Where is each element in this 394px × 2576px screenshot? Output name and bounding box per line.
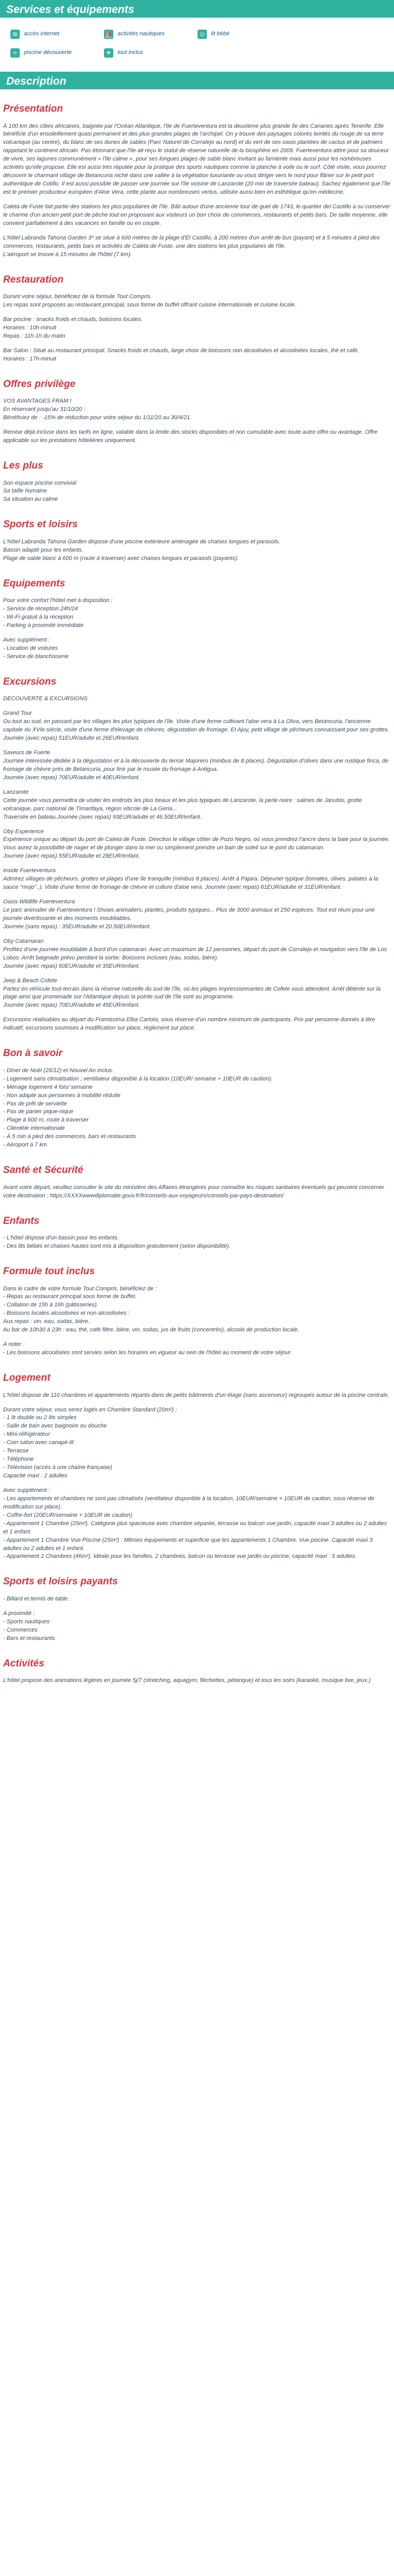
section-paragraph: Bar piscine : snacks froids et chauds, boissons locales. Horaires : 10h-minuit Repas : 11h-1h du matin — [3, 316, 143, 339]
service-label: tout inclus — [117, 49, 143, 56]
section-paragraph: Dans le cadre de votre formule Tout Compris, bénéficiez de : - Repas au restaurant principal sous forme de buffet. - Collation de 15h à 16h (pâtisseries). - Boissons locales alcoolisées et non alcoolisées : Aux repas : vin, eau, sodas, bière. Au bar de 10h30 à 23h : eau, thé, café filtre, bière, vin, sodas, jus de fruits (concentrés), alcools de production locale. — [3, 1285, 299, 1333]
section-paragraph: Oasis Wildlife Fuerteventura Le parc animalier de Fuerteventura ! Shows animaliers, plantes, produits typiques... Plus de 3000 animaux et 250 espèces. Tout est réuni pour une journée divertissante et des moments inoubliables. Journée (sans repas) : 35EUR/adulte et 20.50EUR/enfant. — [3, 899, 375, 930]
section-paragraph: Jeep & Beach Cofete Partez en véhicule tout-terrain dans la réserve naturelle du sud de l'île, où les plages impressionnantes de Cofete vous attendent. Arrêt détente sur la plage ainsi que promenade sur l'Atlantique depuis la pointe sud de l'île sont au programme. Journée (avec repas) 70EUR/adulte et 45EUR/enfant. — [3, 977, 381, 1009]
service-label: accès internet — [24, 31, 60, 37]
crib-icon: ☺ — [198, 30, 207, 39]
service-label: lit bébé — [211, 31, 230, 37]
section-paragraph: Oby Experience Expérience unique au départ du port de Caleta de Fuste. Direction le village côtier de Pozo Negro, où vous prendrez l'ancre dans la baie pour la journée. Vous aurez la possibilité de nager et de plonger dans la mer ou simplement prendre un bain de soleil sur le pont du catamaran. Journée (avec repas) 55EUR/adulte et 28EUR/enfant. — [3, 828, 390, 860]
section-heading: Santé et Sécurité — [3, 1165, 84, 1176]
section-paragraph: Bar Salon : Situé au restaurant principal. Snacks froids et chauds, large choix de boissons non alcoolisées et alcoolisées locales, thé et café. Horaires : 17h-minuit — [3, 347, 359, 362]
section-paragraph: VOS AVANTAGES FRAM ! En réservant jusqu'au 31/10/20 : Bénéficiez de : -15% de réduction pour votre séjour du 1/11/20 au 30/4/21. — [3, 398, 192, 421]
section-heading: Excursions — [3, 676, 57, 687]
section-paragraph: Oby Catamaran Profitez d'une journée inoubliable à bord d'un catamaran. Avec un maximum de 12 personnes, départ du port de Corralejo et navigation vers l'île de Los Lobos. Arrêt baignade prévu pendant la sortie. Boissons incluses (eau, sodas, bière). Journée (avec repas) 60EUR/adulte et 35EUR/enfant. — [3, 938, 387, 969]
service-item — [104, 44, 198, 62]
section-heading: Logement — [3, 1372, 50, 1384]
service-item — [198, 25, 291, 44]
section-paragraph: L'hôtel propose des animations légères en journée 5j/7 (stretching, aquagym, fléchettes, pétanque) et tous les soirs (karaoké, musique live, jeux.) — [3, 1677, 371, 1684]
section-heading: Bon à savoir — [3, 1048, 63, 1059]
wifi-icon: ≋ — [10, 30, 20, 39]
section-paragraph: Caleta de Fuste fait partie des stations les plus populaires de l'île. Bâti autour d'une ancienne tour de guet de 1743, le quartier del Castillo a su conserver le charme d'un ancien petit port de pêche tout en proposant aux visiteurs un bon choix de commerces, restaurants et petits bars. De taille moyenne, elle convient parfaitement à des vacances en famille ou en couple. — [3, 203, 390, 226]
section-heading: Les plus — [3, 460, 44, 471]
section-paragraph: L'hôtel dispose de 110 chambres et appartements répartis dans de petits bâtiments d'un étage (sans ascenseur) regroupés autour de la piscine centrale. — [3, 1392, 389, 1398]
section-paragraph: Saveurs de Fuerte Journée intéressée dédiée à la dégustation et à la découverte du terroir Majorero (minibus de 8 places). Dégustation d'olives dans une rustique finca, de fromage de chèvre près de Betancuria, pour finir par le musée du fromage à Antigua. Journée (avec repas) 70EUR/adulte et 40EUR/enfant. — [3, 750, 389, 781]
section-paragraph: À 100 km des côtes africaines, baignée par l'Océan Atlantique, l'île de Fuerteventura est la deuxième plus grande île des Canaries après Tenerife. Elle bénéficie d'un ensoleillement quasi permanent et des plus grandes plages de l'archipel. On y trouve des paysages colorés teintés du rouge de sa terre volcanique (au centre), du blanc de ses dunes de sables (Parc Naturel de Corralejo au nord) et du vert de ses oasis plantées de cactus et de palmiers rappelant le continent africain. Pas étonnant que l'île ait reçu le statut de réserve naturelle de la biosphère en 2009. Fuerteventura attire pour sa douceur de vivre, ses lagunes communément « l'île calme », pour ses longues plages de sable blanc invitant au farniente mais aussi pour les nombreuses activités qu'elle propose. Elle est aussi très réputée pour la pratique des sports nautiques comme la planche à voile ou le surf. Côté visite, vous pourrez découvrir le charmant village de Betancuria niché dans une vallée à la végétation luxuriante ou vous diriger vers le nord pour flâner sur le petit port authentique de Cotillo. Il est aussi possible de passer une journée sur l'île voisine de Lanzarote (20 min de traversée bateau). Sachez également que l'île est le premier producteur européen d'Aloe Vera, cette plante aux nombreuses vertus, utilisée aussi bien en esthétique qu'en médecine. — [3, 123, 390, 196]
section-heading: Formule tout inclus — [3, 1265, 95, 1277]
section-paragraph: DECOUVERTE & EXCURSIONS — [3, 696, 88, 702]
section-paragraph: L'hôtel Labranda Tahona Garden dispose d'une piscine extérieure aménagée de chaises longues et parasols. Bassin adapté pour les enfants. Plage de sable blanc à 600 m (route à traverser) avec chaises longues et parasols (payants). — [3, 538, 280, 562]
section-paragraph: Excursions réalisables au départ du Framissima Elba Carlota, sous réserve d'un nombre minimum de participants. Prix par personne donnés à titre indicatif, excursions soumises à modification sur place, règlement sur place. — [3, 1017, 375, 1032]
section-heading: Présentation — [3, 103, 63, 114]
section-paragraph: Inside Fuerteventura Admirez villages de pêcheurs, grottes et plages d'une île tranquille (minibus 8 places). Arrêt à Pajara. Déjeuner typique (tomates, olives, patates à la sauce "mojo"..). Visite d'une ferme de fromage de chèvre et culture d'aloe vera. Journée (avec repas) 61EUR/adulte et 31EUR/enfant. — [3, 867, 378, 891]
section-paragraph: Avec supplément : - Les appartements et chambres ne sont pas climatisés (ventilateur disponible à la location, 10EUR/semaine + 10EUR de caution, sous réserve de modification sur place). - Coffre-fort (20EUR/semaine + 10EUR de caution) - Appartement 1 Chambre (25m²). Catégorie plus spacieuse avec chambre séparée, terrasse ou balcon vue jardin, capacité maxi 3 adultes ou 2 adultes et 1 enfant. - Appartement 1 Chambre Vue Piscine (25m²) : Mêmes équipements et superficie que les appartements 1 Chambre. Vue piscine. Capacité maxi 3 adultes ou 2 adultes et 1 enfant. - Appartement 2 Chambres (46m²). Idéale pour les familles. 2 chambres, balcon ou terrasse vue jardin ou piscine, capacité maxi : 5 adultes. — [3, 1487, 387, 1560]
section-heading: Activités — [3, 1658, 45, 1669]
section-paragraph: L'hôtel Labranda Tahona Garden 3* se situe à 600 mètres de la plage d'El Castillo, à 200 mètres d'un arrêt de bus (payant) et à 5 minutes à pied des commerces, restaurants, petits bars et activités de Caleta de Fuste, une des stations les plus populaires de l'île. L'aéroport se trouve à 15 minutes de l'hôtel (7 km). — [3, 234, 380, 258]
section-paragraph: Durant votre séjour, bénéficiez de la formule Tout Compris. Les repas sont proposés au restaurant principal, sous forme de buffet offrant cuisine internationale et cuisine locale. — [3, 293, 296, 309]
section-heading: Sports et loisirs — [3, 519, 78, 530]
section-heading: Offres privilège — [3, 378, 76, 390]
service-label: activités nautiques — [117, 31, 165, 37]
section-paragraph: Lanzarote Cette journée vous permettra de visiter les endroits les plus beaux et les plus typiques de Lanzarote, la perle noire : salines de Janubio, grotte volcanique, parc national de Timanfaya, région viticole de La Geria... Traversée en bateau.Journée (avec repas) 93EUR/adulte et 46.50EUR/enfant. — [3, 789, 362, 820]
section-paragraph: Remise déjà incluse dans les tarifs en ligne, valable dans la limite des stocks disponibles et non cumulable avec toute autre offre ou avantage. Offre applicable sur les prestations hôtelières uniquement. — [3, 429, 378, 444]
description-content — [0, 89, 394, 1702]
boat-icon: ⛵ — [104, 30, 113, 39]
section-paragraph: A noter : - Les boissons alcoolisées sont servies selon les horaires en vigueur au sein de l'hôtel au moment de votre séjour. — [3, 1341, 292, 1356]
section-heading: Equipements — [3, 578, 65, 589]
service-item — [104, 25, 198, 44]
pool-icon: ≈ — [10, 48, 20, 58]
section-paragraph: Avec supplément : - Location de voitures - Service de blanchisserie — [3, 636, 69, 660]
all-inclusive-icon: ✦ — [104, 48, 113, 58]
section-paragraph: - Billard et tennis de table. — [3, 1595, 70, 1602]
section-paragraph: Avant votre départ, veuillez consulter le site du ministère des Affaires étrangères pour connaître les risques sanitaires éventuels qui peuvent concerner votre destination : https://XXXXwwwdiplomatie.gouv.fr/fr/conseils-aux-voyageurs/conseils-par-pays-destination/ — [3, 1184, 385, 1199]
service-item — [10, 44, 104, 62]
section-paragraph: - L'hôtel dispose d'un bassin pour les enfants. - Des lits bébés et chaises hautes sont mis à disposition gratuitement (selon disponibilité). — [3, 1235, 231, 1250]
section-paragraph: Durant votre séjour, vous serez logés en Chambre Standard (20m²) : - 1 lit double ou 2 lits simples - Salle de bain avec baignoire ou douche - Mini-réfrigérateur - Coin salon avec canapé-lit - Terrasse - Téléphone - Télévision (accès à une chaîne française) Capacité maxi : 2 adultes — [3, 1406, 177, 1479]
service-item — [10, 25, 104, 44]
services-header: Services et équipements — [0, 0, 394, 18]
services-list — [0, 18, 394, 68]
section-paragraph: Grand Tour Ou tout au sud, en passant par les villages les plus typiques de l'île. Visite d'une ferme cultivant l'aloe vera à La Oliva, vers Betancuria, l'ancienne capitale du XVIe siècle, visite d'une ferme d'élevage de chèvres, dégustation de fromage. Et Ajuy, petit village de pêcheurs connaissant pour ses grottes. Journée (avec repas) 51EUR/adulte et 26EUR/enfant. — [3, 710, 389, 742]
description-header: Description — [0, 72, 394, 89]
service-label: piscine découverte — [24, 49, 72, 56]
section-paragraph: A proximité : - Sports nautiques - Commerces - Bars et restaurants — [3, 1610, 55, 1641]
section-paragraph: Son espace piscine convivial Sa taille humaine Sa situation au calme — [3, 479, 76, 503]
section-heading: Enfants — [3, 1215, 40, 1226]
section-heading: Sports et loisirs payants — [3, 1576, 118, 1587]
section-heading: Restauration — [3, 274, 64, 285]
section-paragraph: - Dîner de Noël (25/12) et Nouvel An inclus. - Logement sans climatisation ; ventilateur disponible à la location (10EUR/ semaine + 10EUR de caution). - Ménage logement 4 fois/ semaine - Non adapté aux personnes à mobilité réduite - Pas de prêt de serviette - Pas de panier pique-nique - Plage à 600 m, route à traverser - Clientèle internationale - À 5 min à pied des commerces, bars et restaurants - Aéroport à 7 km — [3, 1067, 273, 1149]
section-paragraph: Pour votre confort l'hôtel met à disposition : - Service de réception 24h/24 - Wi-Fi gratuit à la réception - Parking à proximité immédiate — [3, 597, 113, 629]
